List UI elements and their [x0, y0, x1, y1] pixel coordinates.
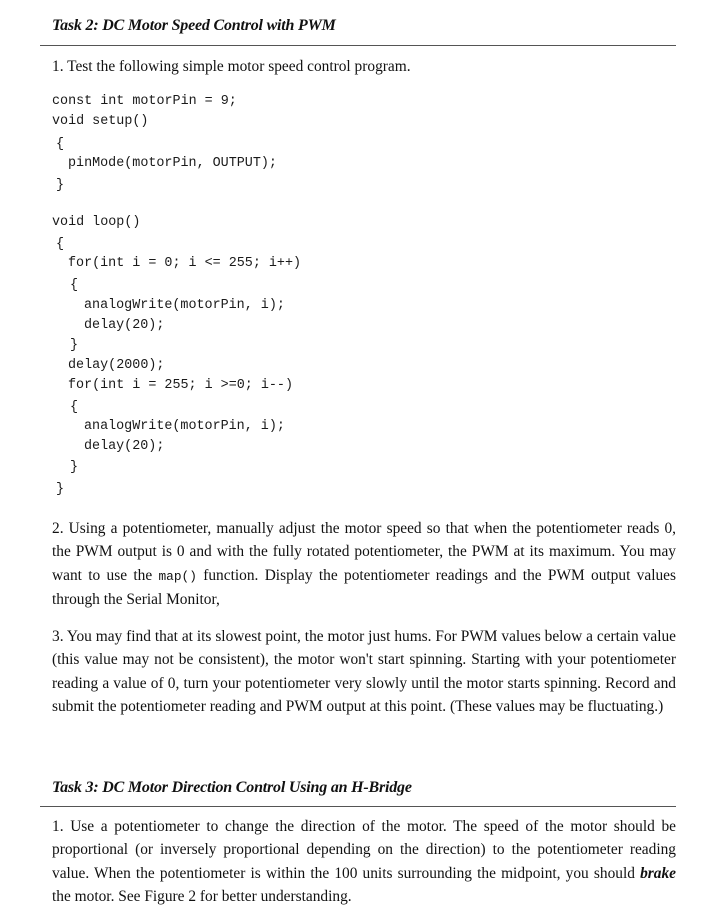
code-line: void setup()	[52, 114, 149, 129]
task3-step1	[52, 815, 676, 908]
code-line: analogWrite(motorPin, i);	[84, 298, 285, 313]
code-line: void loop()	[52, 215, 141, 230]
code-line: }	[70, 338, 79, 353]
code-line: delay(2000);	[68, 358, 165, 373]
code-line: pinMode(motorPin, OUTPUT);	[68, 156, 277, 171]
task3-title: Task 3: DC Motor Direction Control Using an H-Bridge	[52, 779, 412, 796]
code-line: delay(20);	[84, 439, 165, 454]
task3-step1-text-before: 1. Use a potentiometer to change the direction of the motor. The speed of the motor should be proportional (or inversely proportional depending on the direction) to the potentiometer reading value. When the potentiometer is within the 100 units surrounding the midpoint, you should	[52, 818, 676, 882]
task2-step2-text-after: function. Display the potentiometer readings and the PWM output values through the Serial Monitor,	[52, 566, 676, 608]
task2-title: Task 2: DC Motor Speed Control with PWM	[52, 17, 336, 34]
code-line: }	[70, 460, 79, 475]
task2-step3: 3. You may find that at its slowest point, the motor just hums. For PWM values below a certain value (this value may not be consistent), the motor won't start spinning. Starting with your potentiometer reading a value of 0, turn your potentiometer very slowly until the motor starts spinning. Record and submit the potentiometer reading and PWM output at this point. (These values may be fluctuating.)	[52, 628, 676, 715]
code-line: {	[56, 137, 65, 152]
code-line: {	[56, 237, 65, 252]
task3-divider	[40, 806, 676, 807]
task3-step1-text-after: the motor. See Figure 2 for better understanding.	[52, 887, 352, 905]
task2-step2	[52, 517, 676, 611]
map-function-code: map()	[158, 568, 197, 584]
code-line: }	[56, 178, 65, 193]
code-line: delay(20);	[84, 318, 165, 333]
code-line: {	[70, 278, 79, 293]
code-line: }	[56, 482, 65, 497]
task2-step2-text-before: 2. Using a potentiometer, manually adjust the motor speed so that when the potentiometer reads 0, the PWM output is 0 and with the fully rotated potentiometer, the PWM at its maximum. You may want to use the	[52, 520, 676, 584]
task2-divider	[40, 45, 676, 46]
code-line: for(int i = 0; i <= 255; i++)	[68, 256, 302, 271]
brake-emphasis: brake	[640, 864, 677, 882]
code-line: analogWrite(motorPin, i);	[84, 419, 285, 434]
code-line: const int motorPin = 9;	[52, 94, 237, 109]
task2-step1: 1. Test the following simple motor speed control program.	[52, 58, 411, 75]
code-line: for(int i = 255; i >=0; i--)	[68, 378, 293, 393]
code-line: {	[70, 400, 79, 415]
